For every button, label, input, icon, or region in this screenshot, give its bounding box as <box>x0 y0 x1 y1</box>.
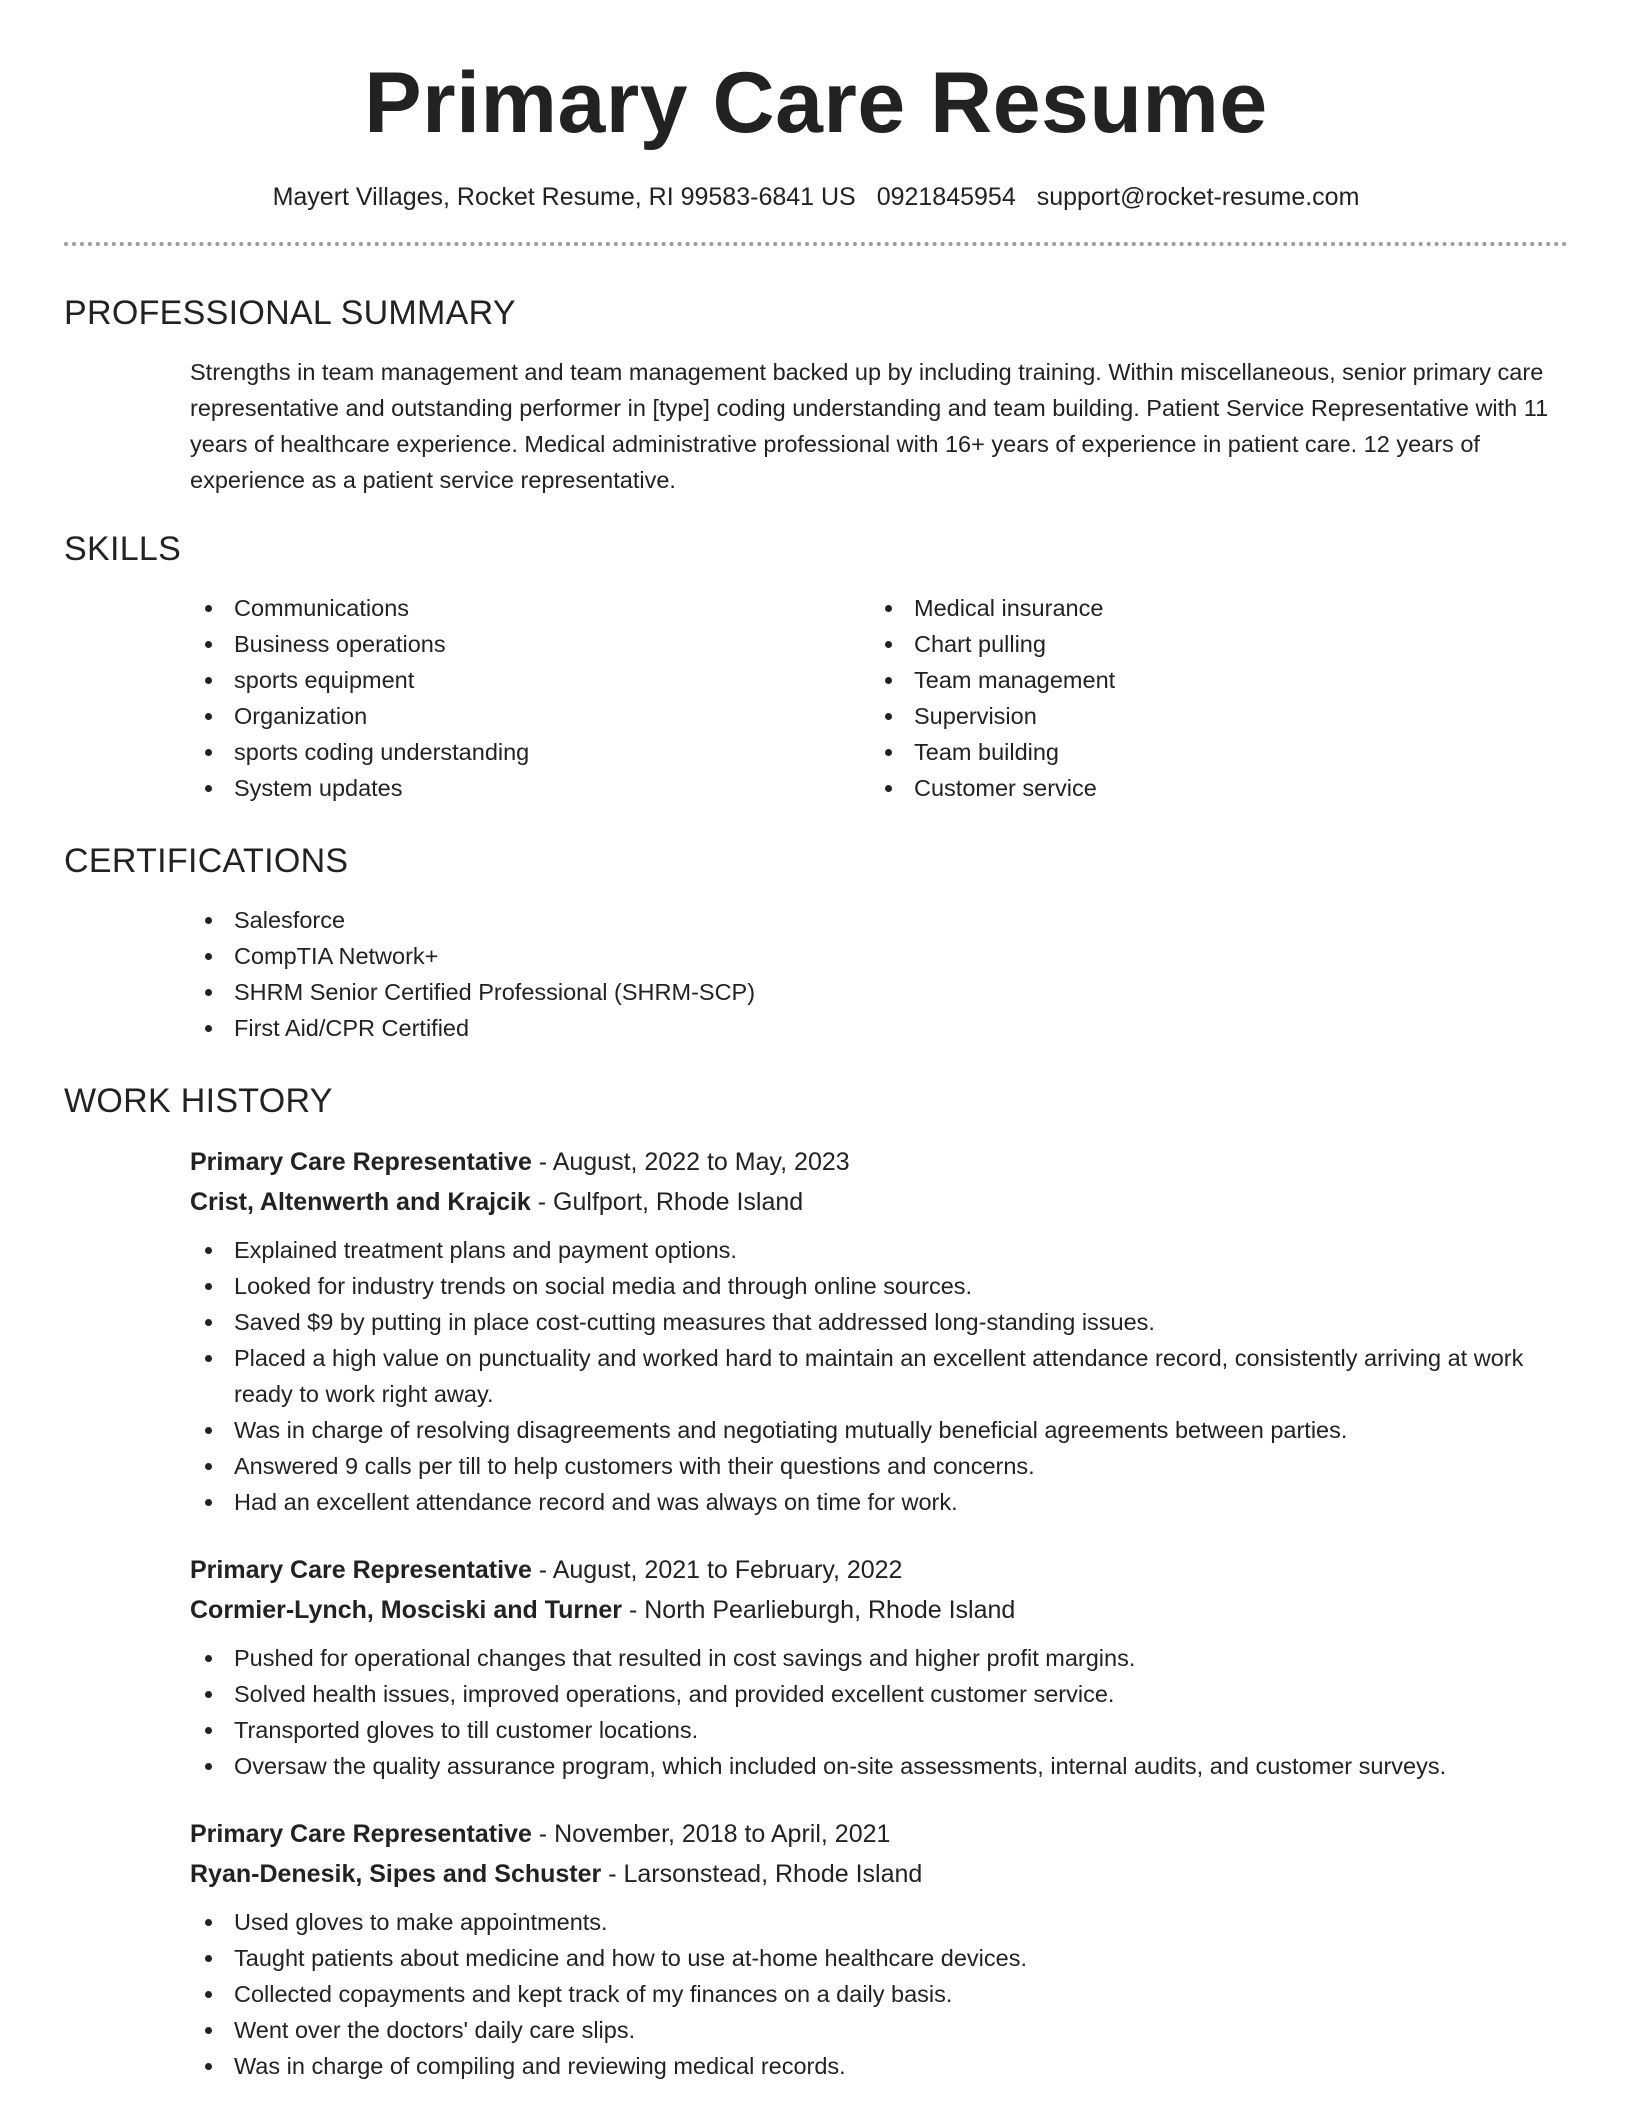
job-duty: Saved $9 by putting in place cost-cutting measures that addressed long-standing issues. <box>190 1304 1568 1340</box>
certification-item: Salesforce <box>190 902 1568 938</box>
job-company-line <box>190 1854 1568 1894</box>
job-company-line <box>190 1590 1568 1630</box>
skill-item: System updates <box>190 770 870 806</box>
job-title-line <box>190 1550 1568 1590</box>
job-duties <box>190 1232 1568 1520</box>
job-duty: Transported gloves to till customer locations. <box>190 1712 1568 1748</box>
certification-item: First Aid/CPR Certified <box>190 1010 1568 1046</box>
skill-item: Team building <box>870 734 1550 770</box>
job-duty: Oversaw the quality assurance program, which included on-site assessments, internal audits, and customer surveys. <box>190 1748 1568 1784</box>
job-duty: Explained treatment plans and payment options. <box>190 1232 1568 1268</box>
certification-item: CompTIA Network+ <box>190 938 1568 974</box>
job-company: Cormier-Lynch, Mosciski and Turner <box>190 1596 623 1624</box>
job-role: Primary Care Representative <box>190 1148 532 1176</box>
job-title-line <box>190 1814 1568 1854</box>
contact-email[interactable]: support@rocket-resume.com <box>1036 183 1360 211</box>
job-duty: Was in charge of resolving disagreements and negotiating mutually beneficial agreements between parties. <box>190 1412 1568 1448</box>
job-duty: Looked for industry trends on social media and through online sources. <box>190 1268 1568 1304</box>
contact-line <box>64 182 1568 212</box>
skill-item: Organization <box>190 698 870 734</box>
job-duty: Had an excellent attendance record and was always on time for work. <box>190 1484 1568 1520</box>
skill-item: sports equipment <box>190 662 870 698</box>
skill-item: Supervision <box>870 698 1550 734</box>
skills-heading: SKILLS <box>64 530 182 568</box>
job-dates: - August, 2022 to May, 2023 <box>531 1148 850 1176</box>
job-role: Primary Care Representative <box>190 1556 532 1584</box>
certifications-heading: CERTIFICATIONS <box>64 842 349 880</box>
contact-phone: 0921845954 <box>876 183 1016 211</box>
job-company: Ryan-Denesik, Sipes and Schuster <box>190 1860 602 1888</box>
skill-item: Business operations <box>190 626 870 662</box>
summary-text: Strengths in team management and team management backed up by including training. Within miscellaneous, senior primary care representative and outstanding performer in [type] coding understanding and team building. Patient Service Representative with 11 years of healthcare experience. Medical administrative professional with 16+ years of experience in patient care. 12 years of experience as a patient service representative. <box>190 359 1549 493</box>
skills-column-right <box>870 590 1550 806</box>
header-divider <box>64 242 1568 246</box>
skill-item: Customer service <box>870 770 1550 806</box>
certifications-list <box>190 902 1568 1046</box>
job-entry <box>64 1550 1568 1784</box>
job-duty: Answered 9 calls per till to help customers with their questions and concerns. <box>190 1448 1568 1484</box>
job-duty: Used gloves to make appointments. <box>190 1904 1568 1940</box>
resume-page <box>64 0 1568 2084</box>
skill-item: Medical insurance <box>870 590 1550 626</box>
job-duty: Went over the doctors' daily care slips. <box>190 2012 1568 2048</box>
job-dates: - November, 2018 to April, 2021 <box>531 1820 891 1848</box>
job-duty: Was in charge of compiling and reviewing medical records. <box>190 2048 1568 2084</box>
job-company-line <box>190 1182 1568 1222</box>
skill-item: Communications <box>190 590 870 626</box>
job-entry <box>64 1814 1568 2084</box>
contact-address: Mayert Villages, Rocket Resume, RI 99583-6841 US <box>272 183 856 211</box>
skill-item: Team management <box>870 662 1550 698</box>
job-dates: - August, 2021 to February, 2022 <box>531 1556 903 1584</box>
certification-item: SHRM Senior Certified Professional (SHRM-SCP) <box>190 974 1568 1010</box>
work-history-heading: WORK HISTORY <box>64 1082 333 1120</box>
summary-heading: PROFESSIONAL SUMMARY <box>64 294 516 332</box>
job-location: - North Pearlieburgh, Rhode Island <box>622 1596 1016 1624</box>
job-duty: Placed a high value on punctuality and worked hard to maintain an excellent attendance record, consistently arriving at work ready to work right away. <box>190 1340 1568 1412</box>
job-company: Crist, Altenwerth and Krajcik <box>190 1188 531 1216</box>
job-location: - Gulfport, Rhode Island <box>530 1188 804 1216</box>
job-duties <box>190 1904 1568 2084</box>
job-duties <box>190 1640 1568 1784</box>
job-duty: Pushed for operational changes that resulted in cost savings and higher profit margins. <box>190 1640 1568 1676</box>
resume-title: Primary Care Resume <box>364 55 1268 151</box>
job-duty: Collected copayments and kept track of my finances on a daily basis. <box>190 1976 1568 2012</box>
skill-item: Chart pulling <box>870 626 1550 662</box>
job-entry <box>64 1142 1568 1520</box>
job-title-line <box>190 1142 1568 1182</box>
skills-column-left <box>190 590 870 806</box>
job-role: Primary Care Representative <box>190 1820 532 1848</box>
skills-list <box>190 590 1568 806</box>
job-duty: Solved health issues, improved operations, and provided excellent customer service. <box>190 1676 1568 1712</box>
skill-item: sports coding understanding <box>190 734 870 770</box>
job-duty: Taught patients about medicine and how to use at-home healthcare devices. <box>190 1940 1568 1976</box>
job-location: - Larsonstead, Rhode Island <box>601 1860 923 1888</box>
